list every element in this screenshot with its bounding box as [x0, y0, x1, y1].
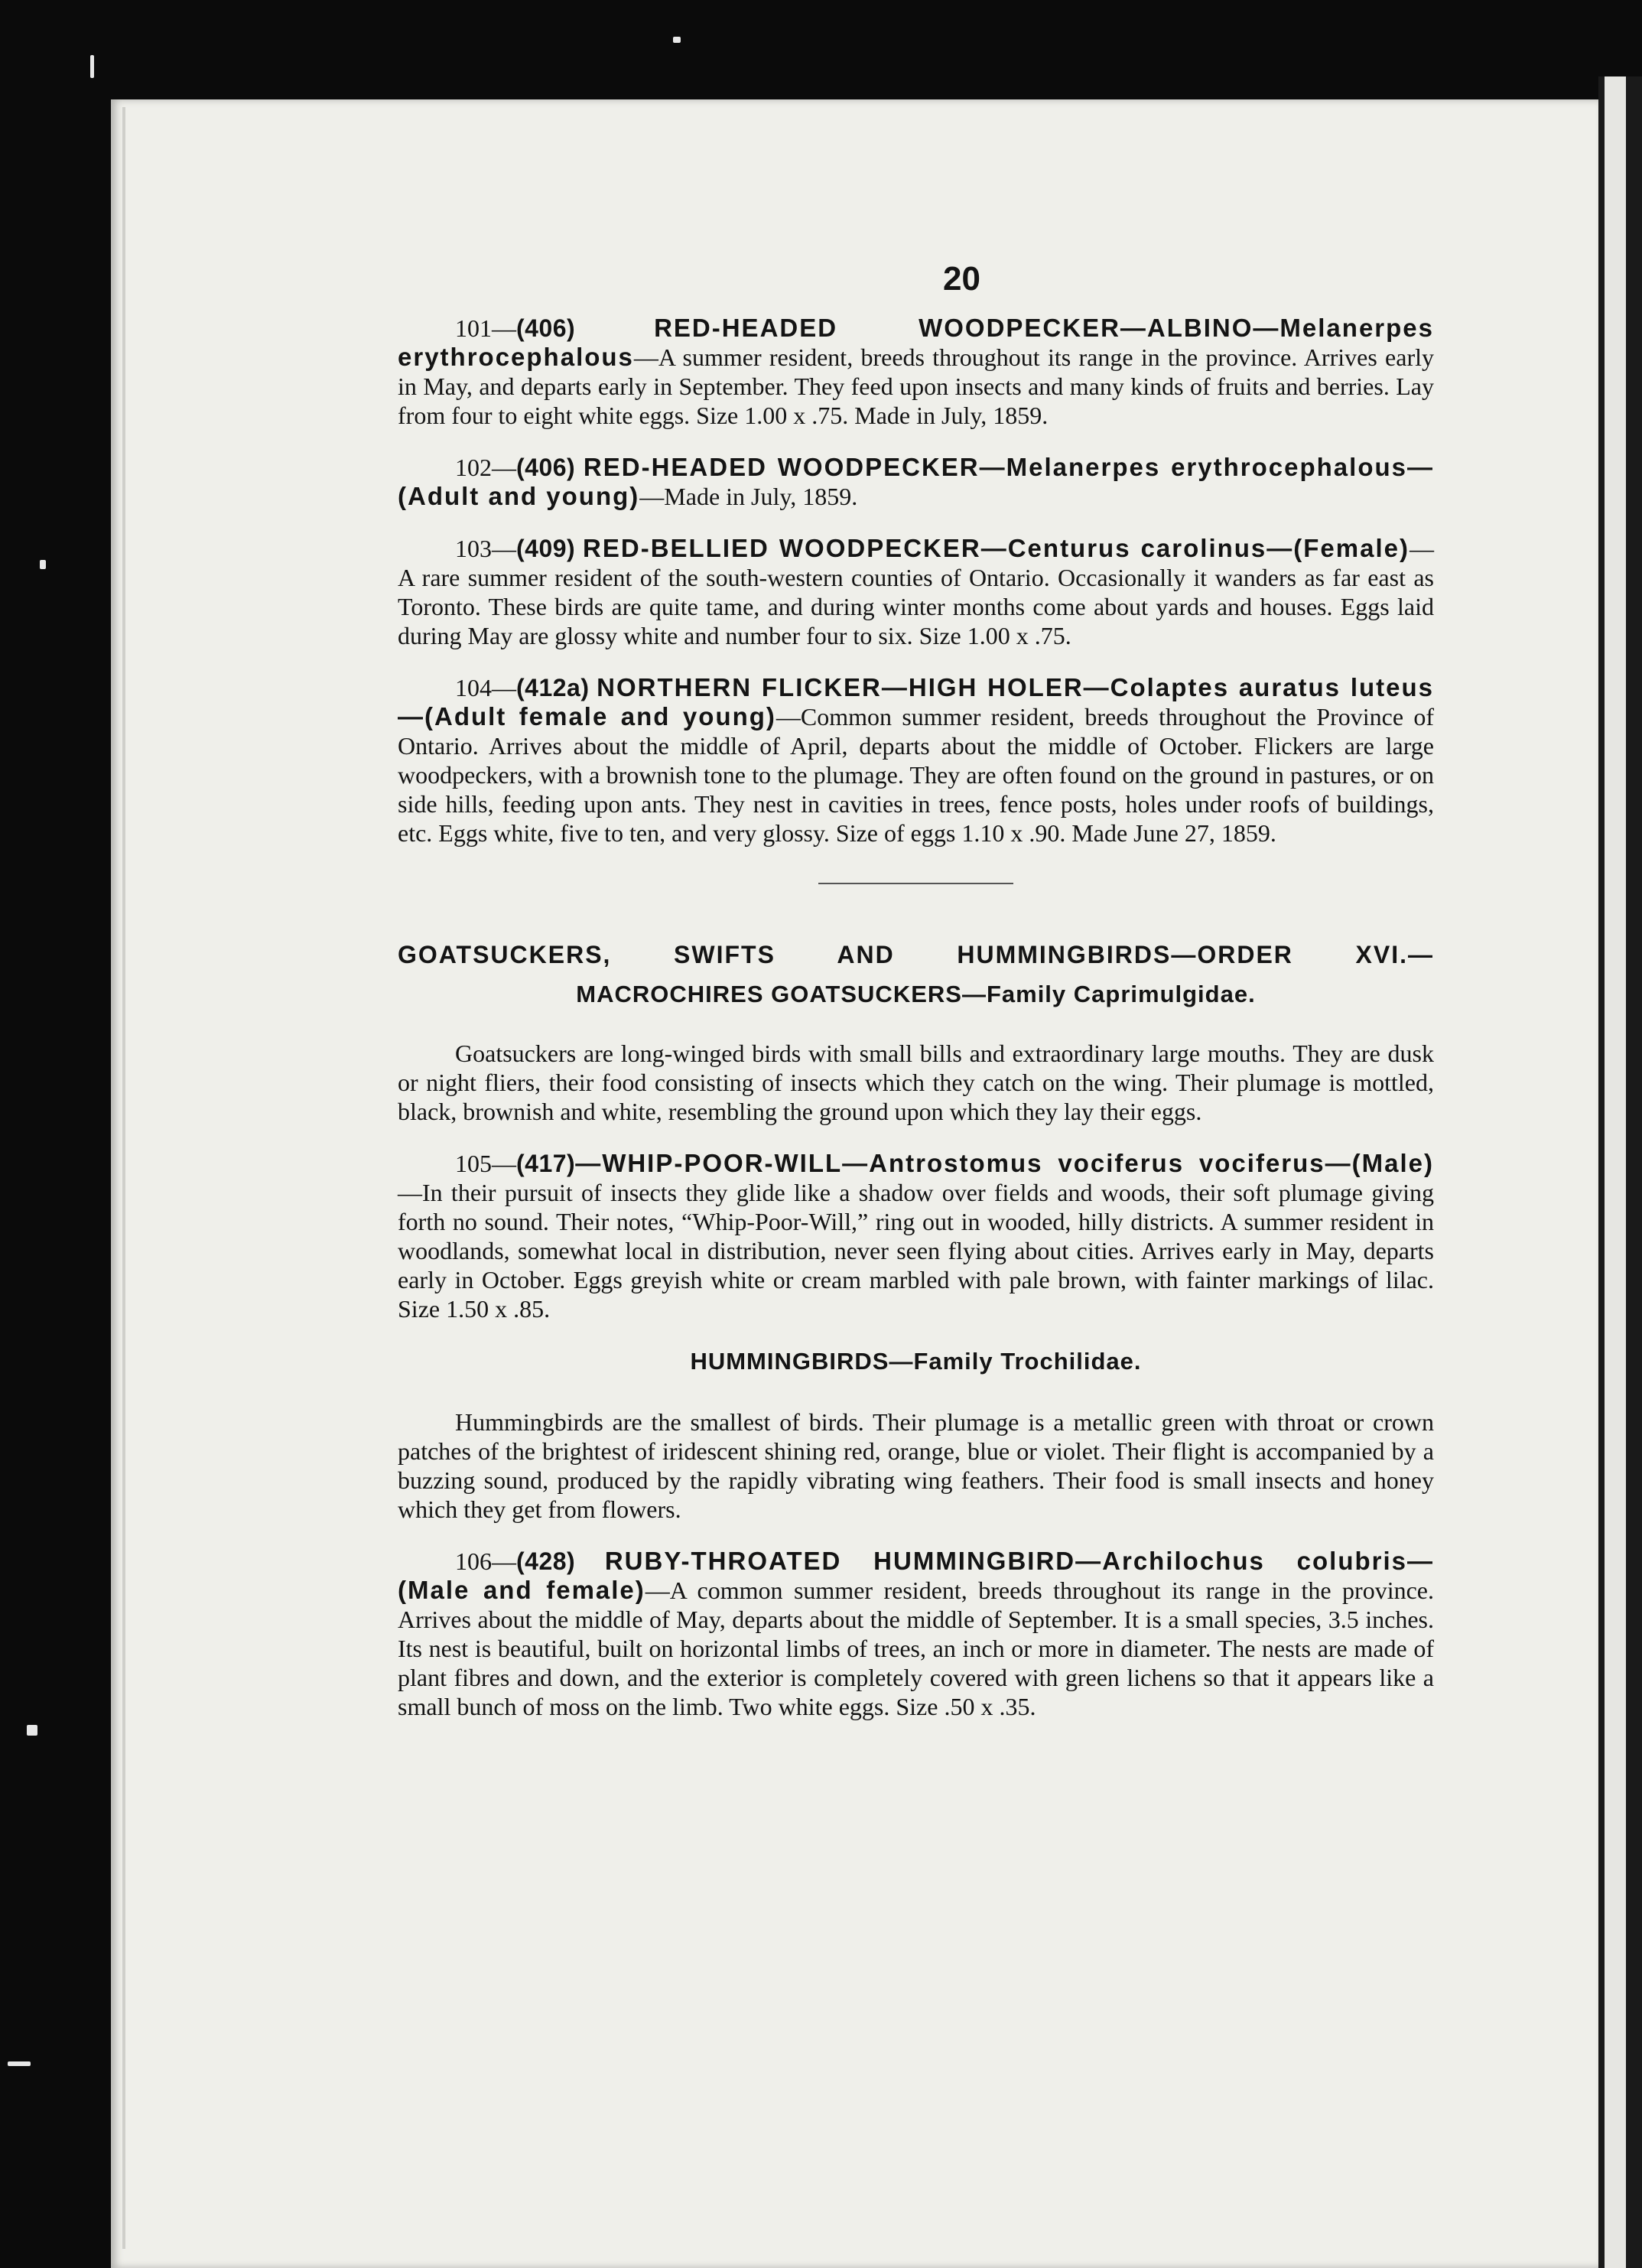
page-edge — [122, 107, 125, 2249]
entry-106 — [398, 1547, 1434, 1721]
entry-103 — [398, 534, 1434, 650]
adjacent-page-strip — [1598, 76, 1642, 2268]
scan-speck — [8, 2061, 31, 2066]
entry-text: —Made in July, 1859. — [639, 483, 858, 510]
entry-title: RUBY-THROATED HUMMINGBIRD—Archilochus colubris—(Male and female) — [398, 1547, 1434, 1604]
adjacent-page-edge — [1605, 76, 1626, 2268]
entry-number: 104— — [455, 674, 516, 701]
entry-title: NORTHERN FLICKER—HIGH HOLER—Colaptes auratus luteus—(Adult female and young) — [398, 673, 1434, 731]
entry-title: RED-HEADED WOODPECKER—Melanerpes erythrocephalous—(Adult and young) — [398, 453, 1434, 510]
entry-text: —Common summer resident, breeds throughout the Province of Ontario. Arrives about the middle of April, departs about the middle of October. Flickers are large woodpeckers, with a brownish tone to the plumage. They are often found on the ground in pastures, or on side hills, feeding upon ants. They nest in cavities in trees, fence posts, holes under roofs of buildings, etc. Eggs white, five to ten, and very glossy. Size of eggs 1.10 x .90. Made June 27, 1859. — [398, 703, 1435, 847]
entry-number: 103— — [455, 535, 516, 562]
goatsuckers-intro: Goatsuckers are long-winged birds with small bills and extraordinary large mouths. They are dusk or night fliers, their food consisting of insects which they catch on the wing. Their plumage is mottled, black, brownish and white, resembling the ground upon which they lay their eggs. — [398, 1040, 1434, 1125]
entry-105 — [398, 1149, 1434, 1323]
entry-text: —A rare summer resident of the south-western counties of Ontario. Occasionally it wanders as far east as Toronto. These birds are quite tame, and during winter months come about yards and houses. Eggs laid during May are glossy white and number four to six. Size 1.00 x .75. — [398, 535, 1434, 649]
entry-text: —A summer resident, breeds throughout its range in the province. Arrives early in May, and departs early in September. They feed upon insects and many kinds of fruits and berries. Lay from four to eight white eggs. Size 1.00 x .75. Made in July, 1859. — [398, 343, 1434, 429]
entry-102 — [398, 453, 1434, 511]
entry-number: 102— — [455, 454, 516, 481]
page-content — [398, 260, 1434, 1744]
entry-104 — [398, 673, 1434, 848]
hummingbirds-intro: Hummingbirds are the smallest of birds. Their plumage is a metallic green with throat or crown patches of the brightest of iridescent shining red, orange, blue or violet. Their flight is accompanied by a buzzing sound, produced by the rapidly vibrating wing feathers. Their food is small insects and honey which they get from flowers. — [398, 1408, 1434, 1523]
scan-speck — [673, 37, 681, 43]
entry-code: (412a) — [516, 674, 590, 701]
entry-number: 101— — [455, 314, 516, 342]
entry-number: 106— — [455, 1547, 516, 1575]
scan-speck — [40, 560, 46, 569]
entry-text: —A common summer resident, breeds throughout its range in the province. Arrives about the middle of May, departs about the middle of September. It is a small species, 3.5 inches. Its nest is beautiful, built on horizontal limbs of trees, an inch or more in diameter. The nests are made of plant fibres and down, and the exterior is completely covered with green lichens so that it appears like a small bunch of moss on the limb. Two white eggs. Size .50 x .35. — [398, 1577, 1434, 1720]
entry-number: 105— — [455, 1150, 516, 1177]
entry-code: (428) — [516, 1547, 576, 1575]
family-heading-goatsuckers: MACROCHIRES GOATSUCKERS—Family Caprimulgidae. — [576, 981, 1256, 1007]
order-heading: GOATSUCKERS, SWIFTS AND HUMMINGBIRDS—ORDER XVI.— — [398, 941, 1434, 968]
entry-code: (406) — [516, 454, 576, 481]
entry-101 — [398, 314, 1434, 430]
entry-code: (417) — [516, 1150, 576, 1177]
entry-title: —WHIP-POOR-WILL—Antrostomus vociferus vociferus—(Male) — [575, 1149, 1434, 1177]
section-divider — [818, 883, 1013, 884]
entry-title: RED-HEADED WOODPECKER—ALBINO—Melanerpes erythrocephalous — [398, 314, 1435, 371]
page-number: 20 — [943, 260, 980, 298]
entry-code: (409) — [516, 535, 576, 562]
family-heading-hummingbirds: HUMMINGBIRDS—Family Trochilidae. — [690, 1348, 1142, 1375]
scan-speck — [27, 1725, 37, 1736]
entry-code: (406) — [516, 314, 576, 342]
scan-speck — [90, 55, 94, 78]
entry-text: —In their pursuit of insects they glide like a shadow over fields and woods, their soft plumage giving forth no sound. Their notes, “Whip-Poor-Will,” ring out in wooded, hilly districts. A summer resident in woodlands, somewhat local in distribution, never seen flying about cities. Arrives early in May, departs early in October. Eggs greyish white or cream marbled with pale brown, with fainter markings of lilac. Size 1.50 x .85. — [398, 1179, 1434, 1323]
entry-title: RED-BELLIED WOODPECKER—Centurus carolinus—(Female) — [583, 534, 1410, 562]
